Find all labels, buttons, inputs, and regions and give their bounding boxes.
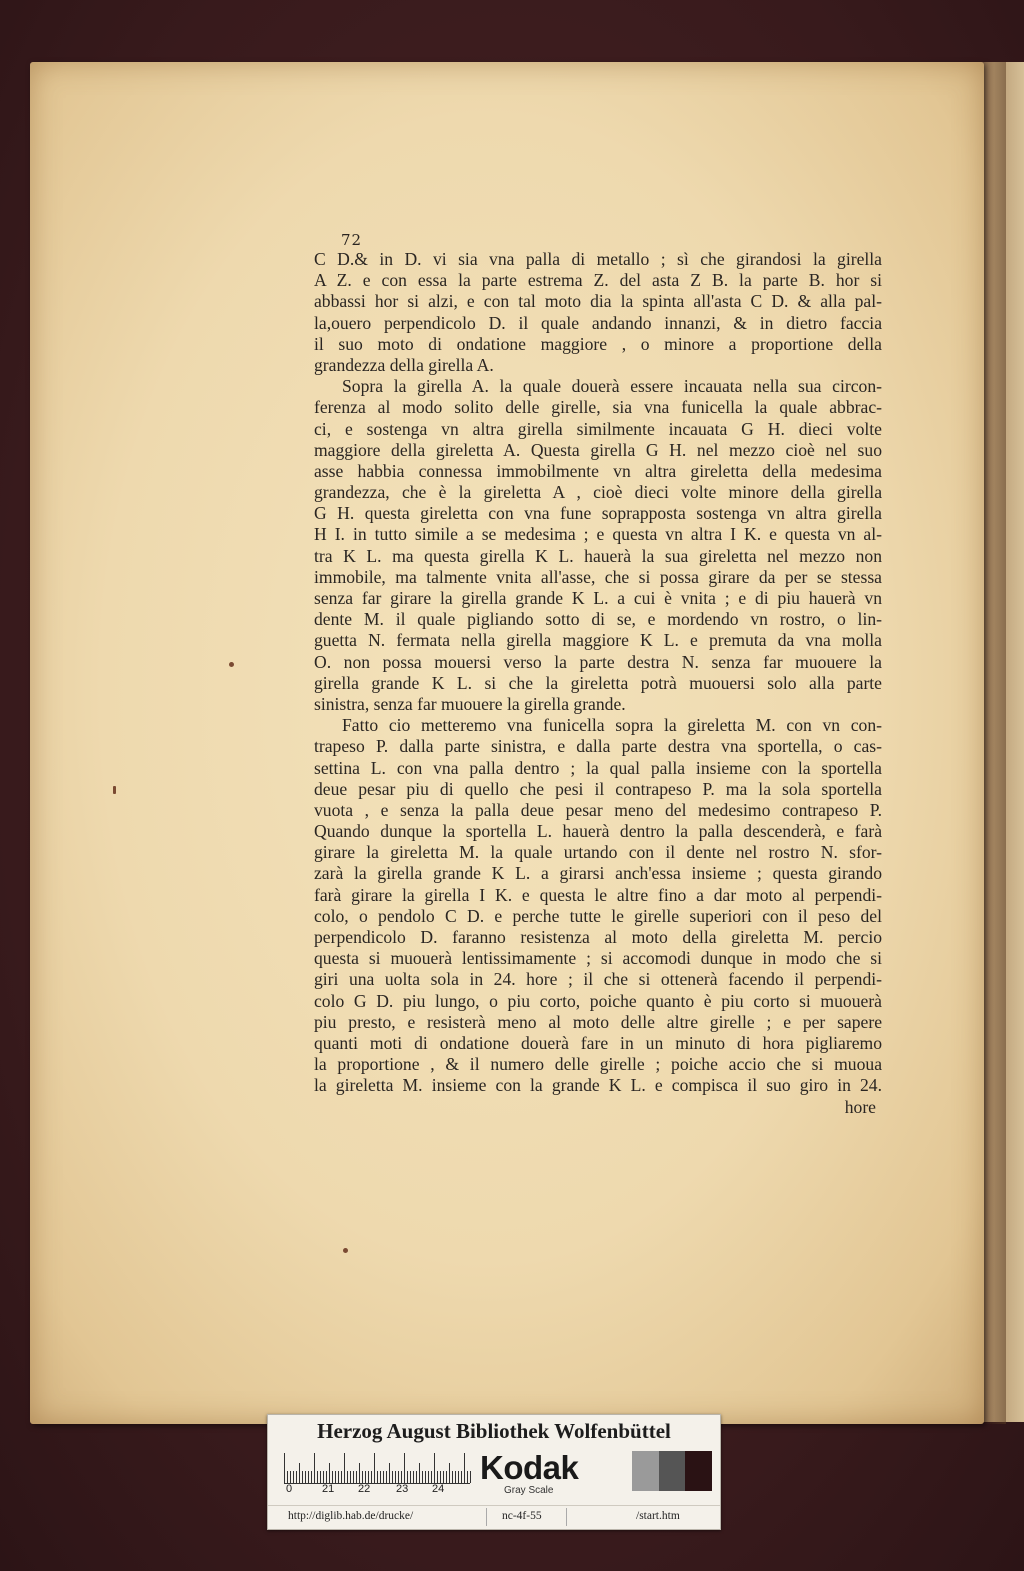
text-line: girella grande K L. si che la gireletta potrà muouersi solo alla parte <box>314 672 882 693</box>
ruler-tick <box>413 1471 414 1483</box>
ruler-tick <box>290 1471 291 1483</box>
text-line: trapeso P. dalla parte sinistra, e dalla parte destra vna sportella, o cas- <box>314 736 882 757</box>
ruler-tick <box>350 1471 351 1483</box>
ruler-tick <box>359 1463 360 1483</box>
text-line: quanti moti di ondatione douerà fare in un minuto di hora pigliaremo <box>314 1032 882 1053</box>
ruler-tick <box>296 1471 297 1483</box>
ruler-tick <box>362 1471 363 1483</box>
ruler-tick <box>392 1471 393 1483</box>
text-line: asse habbia connessa immobilmente vn altra gireletta della medesima <box>314 460 882 481</box>
text-line: tra K L. ma questa girella K L. hauerà la sua gireletta nel mezzo non <box>314 545 882 566</box>
gray-swatches <box>632 1451 712 1491</box>
gray-scale-label: Gray Scale <box>504 1485 554 1496</box>
text-line: piu presto, e resisterà meno al moto delle altre girelle ; e per sapere <box>314 1011 882 1032</box>
ruler-tick <box>380 1471 381 1483</box>
ruler-tick <box>314 1453 315 1483</box>
text-line: abbassi hor si alzi, e con tal moto dia la spinta all'asta C D. & alla pal- <box>314 291 882 312</box>
text-line: perpendicolo D. faranno resistenza al moto della gireletta M. percio <box>314 927 882 947</box>
ruler-tick <box>299 1463 300 1483</box>
text-line: colo G D. piu lungo, o piu corto, poiche quanto è piu corto si muouerà <box>314 990 882 1011</box>
text-line: H I. in tutto simile a se medesima ; e questa vn altra I K. e questa vn al- <box>314 524 882 545</box>
page-text <box>314 249 882 1118</box>
text-line: la,ouero perpendicolo D. il quale andando innanzi, & in dietro faccia <box>314 312 882 333</box>
ruler-number: 23 <box>396 1483 409 1495</box>
ruler-tick <box>464 1453 465 1483</box>
text-line: Sopra la girella A. la quale douerà essere incauata nella sua circon- <box>342 376 882 397</box>
text-line: zarà la girella grande K L. a girarsi anch'essa insieme ; questa girando <box>314 863 882 884</box>
text-line: guetta N. fermata nella girella maggiore K L. e premuta da vna molla <box>314 630 882 651</box>
ruler-tick <box>410 1471 411 1483</box>
ruler-tick <box>386 1471 387 1483</box>
ruler-tick <box>335 1471 336 1483</box>
text-line: dente M. il quale pigliando sotto di se, e mordendo vn rostro, o lin- <box>314 609 882 630</box>
text-line: colo, o pendolo C D. e perche tutte le girelle superiori con il peso del <box>314 905 882 926</box>
speck <box>229 662 234 667</box>
ruler-tick <box>329 1463 330 1483</box>
ruler-tick <box>356 1471 357 1483</box>
text-line: giri una uolta sola in 24. hore ; il che si ottenerà facendo il perpendi- <box>314 969 882 990</box>
text-line: immobile, ma talmente vnita all'asse, che si possa girare da per se stessa <box>314 566 882 587</box>
text-line: farà girare la girella I K. e questa le altre fino a dar moto al perpendi- <box>314 884 882 905</box>
ruler-tick <box>461 1471 462 1483</box>
text-line: deue pesar piu di quello che pesi il contrapeso P. ma la sola sportella <box>314 778 882 799</box>
ruler-tick <box>455 1471 456 1483</box>
ruler-tick <box>308 1471 309 1483</box>
footer-url[interactable]: http://diglib.hab.de/drucke/ <box>288 1510 414 1522</box>
ruler-tick <box>452 1471 453 1483</box>
ruler-tick <box>305 1471 306 1483</box>
text-line: girare la gireletta M. la quale urtando con il dente nel rostro N. sfor- <box>314 842 882 863</box>
text-line: maggiore della gireletta A. Questa girella G H. nel mezzo cioè nel suo <box>314 439 882 460</box>
ruler-tick <box>293 1471 294 1483</box>
ruler-tick <box>449 1463 450 1483</box>
ruler-tick <box>437 1471 438 1483</box>
ruler-tick <box>353 1471 354 1483</box>
ruler-tick <box>404 1453 405 1483</box>
library-title: Herzog August Bibliothek Wolfenbüttel <box>317 1419 671 1443</box>
library-color-bar <box>267 1414 721 1530</box>
gray-swatch <box>685 1451 712 1491</box>
ruler-tick <box>341 1471 342 1483</box>
ruler-tick <box>434 1453 435 1483</box>
ruler-tick <box>338 1471 339 1483</box>
speck <box>113 786 116 794</box>
ruler-tick <box>419 1463 420 1483</box>
text-line: hore <box>844 1096 876 1117</box>
ruler-tick <box>425 1471 426 1483</box>
text-line: questa si muouerà lentissimamente ; si accomodi dunque in modo che si <box>314 948 882 969</box>
ruler-number: 22 <box>358 1483 371 1495</box>
ruler-tick <box>470 1471 471 1483</box>
ruler-tick <box>416 1471 417 1483</box>
ruler-tick <box>317 1471 318 1483</box>
text-line: G H. questa gireletta con vna fune soprapposta sostenga vn altra girella <box>314 503 882 524</box>
text-line: ferenza al modo solito delle girelle, sia vna funicella la quale abbrac- <box>314 397 882 418</box>
ruler-tick <box>443 1471 444 1483</box>
ruler-tick <box>371 1471 372 1483</box>
ruler-tick <box>284 1453 285 1483</box>
text-line: la gireletta M. insieme con la grande K L. e compisca il suo giro in 24. <box>314 1075 882 1096</box>
ruler-tick <box>332 1471 333 1483</box>
ruler-tick <box>407 1471 408 1483</box>
ruler-tick <box>365 1471 366 1483</box>
ruler-tick <box>401 1471 402 1483</box>
ruler-number: 24 <box>432 1483 445 1495</box>
ruler-numbers <box>280 1483 480 1499</box>
ruler-tick <box>431 1471 432 1483</box>
ruler-tick <box>467 1471 468 1483</box>
ruler-number: 0 <box>286 1483 293 1495</box>
footer-start[interactable]: /start.htm <box>636 1510 680 1522</box>
ruler-tick <box>422 1471 423 1483</box>
ruler-tick <box>323 1471 324 1483</box>
text-line: C D.& in D. vi sia vna palla di metallo ; sì che girandosi la girella <box>314 249 882 269</box>
ruler-tick <box>311 1471 312 1483</box>
text-line: grandezza, che è la gireletta A , cioè dieci volte minore della girella <box>314 482 882 503</box>
ruler-tick <box>368 1471 369 1483</box>
footer-divider <box>486 1508 487 1526</box>
page-number: 72 <box>341 231 363 249</box>
ruler-tick <box>347 1471 348 1483</box>
ruler-tick <box>446 1471 447 1483</box>
ruler-tick <box>326 1471 327 1483</box>
kodak-logo: Kodak <box>480 1449 579 1486</box>
ruler-tick <box>344 1453 345 1483</box>
ruler-tick <box>440 1471 441 1483</box>
text-line: grandezza della girella A. <box>314 354 494 375</box>
ruler-tick <box>458 1471 459 1483</box>
speck <box>343 1248 348 1253</box>
ruler-number: 21 <box>322 1483 335 1495</box>
text-line: A Z. e con essa la parte estrema Z. del asta Z B. la parte B. hor si <box>314 270 882 291</box>
label-footer <box>268 1505 720 1528</box>
text-line: il suo moto di ondatione maggiore , o minore a proportione della <box>314 333 882 354</box>
gray-swatch <box>632 1451 659 1491</box>
text-line: Fatto cio metteremo vna funicella sopra la gireletta M. con vn con- <box>342 715 882 736</box>
page-gutter <box>984 62 1006 1424</box>
ruler-tick <box>389 1463 390 1483</box>
footer-divider <box>566 1508 567 1526</box>
ruler-tick <box>395 1471 396 1483</box>
text-line: O. non possa mouersi verso la parte destra N. senza far muouere la <box>314 651 882 672</box>
text-line: settina L. con vna palla dentro ; la qual palla insieme con la sportella <box>314 757 882 778</box>
text-line: sinistra, senza far muouere la girella grande. <box>314 693 626 714</box>
ruler-tick <box>398 1471 399 1483</box>
ruler-tick <box>428 1471 429 1483</box>
text-line: vuota , e senza la palla deue pesar meno del medesimo contrapeso P. <box>314 799 882 820</box>
text-line: ci, e sostenga vn altra girella similmente incauata G H. dieci volte <box>314 418 882 439</box>
gray-swatch <box>659 1451 686 1491</box>
ruler-tick <box>302 1471 303 1483</box>
text-line: senza far girare la girella grande K L. a cui è vnita ; e di piu hauerà vn <box>314 588 882 608</box>
ruler-tick <box>320 1471 321 1483</box>
ruler-tick <box>374 1453 375 1483</box>
ruler-tick <box>287 1471 288 1483</box>
scale-ruler <box>284 1451 470 1484</box>
ruler-tick <box>377 1471 378 1483</box>
ruler-tick <box>383 1471 384 1483</box>
footer-shelfmark: nc-4f-55 <box>502 1510 542 1522</box>
text-line: Quando dunque la sportella L. hauerà dentro la palla descenderà, e farà <box>314 821 882 842</box>
text-line: la proportione , & il numero delle girelle ; poiche accio che si muoua <box>314 1054 882 1075</box>
